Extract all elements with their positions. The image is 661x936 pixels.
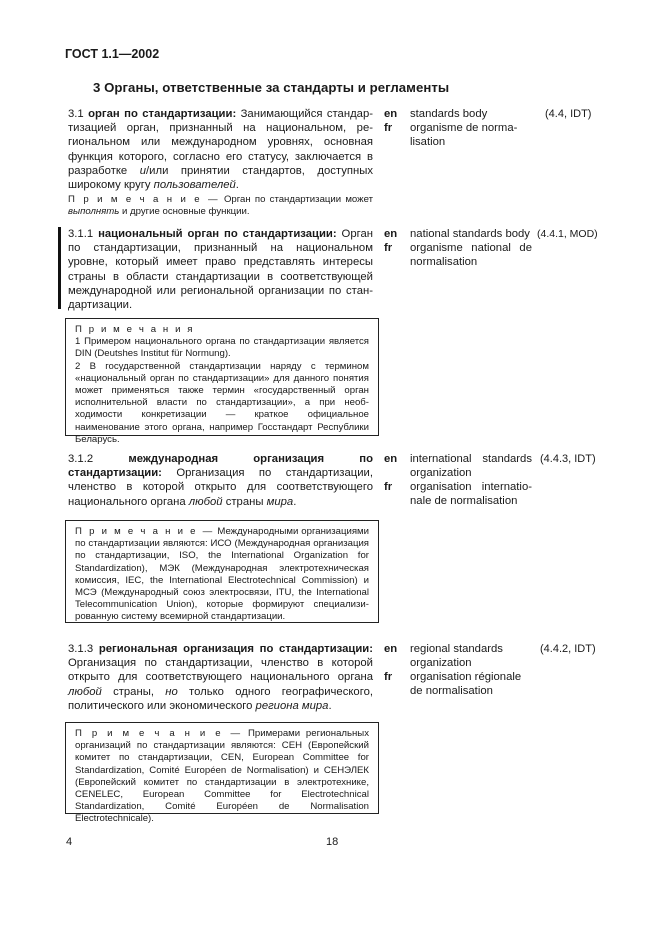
term-definition-italic: но	[165, 685, 178, 698]
note-text: Орган по стандартизации может	[219, 194, 373, 205]
term-definition: Орган по стандартизации, признанный на национальном уровне, который имеет право представлять интересы страны в области стандартизации в соответствующей международной или региональной организации по стандартизации.	[68, 228, 374, 312]
note-item-1: 1 Примером национального органа по стандартизации является DIN (Deutshes Institut für Normung).	[75, 336, 369, 360]
fr-term: organisme national de normalisation	[410, 242, 532, 269]
term-name: региональная организация по стандартизации:	[98, 643, 373, 655]
standard-reference: (4.4, IDT)	[545, 108, 592, 120]
term-definition: .	[293, 495, 297, 508]
fr-term: organisation internationale de normalisation	[410, 481, 532, 508]
lang-en: en	[384, 228, 398, 240]
note-box-3-1-2	[65, 520, 379, 623]
term-definition: /или принятии стандартов, доступных широкому кругу	[68, 164, 373, 192]
lang-fr: fr	[384, 481, 393, 493]
revision-bar	[58, 227, 61, 309]
lang-en: en	[384, 453, 398, 465]
note-text-italic: выполнять	[68, 206, 120, 218]
lang-en: en	[384, 108, 398, 120]
term-entry-3-1-3	[68, 642, 373, 713]
section-title: 3 Органы, ответственные за стандарты и регламенты	[93, 80, 450, 95]
term-definition: Организация по стандартизации, членство в которой открыто для соответствующего национального органа	[68, 657, 373, 684]
term-definition: страны	[222, 495, 267, 508]
term-number: 3.1.3	[68, 643, 94, 655]
term-name: орган по стандартизации:	[88, 108, 237, 120]
lang-fr: fr	[384, 671, 393, 683]
note-box-3-1-3	[65, 722, 379, 825]
term-entry-3-1-1	[68, 227, 373, 312]
term-definition-italic: любой	[188, 495, 223, 508]
en-term: standards body	[410, 108, 488, 120]
note-item-2: 2 В государственной стандартизации наряду с термином «национальный орган по стандартизации» для данного понятия может применяться также термин «государственный орган исполнительной власти по стандартизации», а при необходимости конкретизации — краткое официальное наименование этого органа, например Госстандарт Республики Беларусь.	[75, 360, 369, 445]
term-definition: только одного географического, политического или экономического	[68, 685, 373, 712]
term-definition-italic: любой	[68, 685, 102, 698]
note-label: П р и м е ч а н и е —	[75, 728, 243, 739]
term-definition: .	[235, 179, 239, 192]
lang-fr: fr	[384, 242, 393, 254]
note-text: Международными организациями по стандартизации являются: ИСО (Международная организация по стандартизации, ISO, the International Organization for Standardization), МЭК (Международная электротехническая комиссия, IEC, the International Electrotechnical Commission) и МСЭ (Международный союз электросвязи, ITU, the International Telecommunication Union), которые формируют специализированную систему всемирной стандартизации.	[75, 526, 369, 623]
en-term: international standards organization	[410, 453, 532, 480]
standard-reference: (4.4.3, IDT)	[540, 453, 596, 465]
document-header: ГОСТ 1.1—2002	[65, 47, 160, 61]
term-number: 3.1	[68, 108, 84, 120]
term-definition-italic: пользователей	[153, 179, 236, 192]
term-number: 3.1.1	[68, 228, 94, 240]
fr-term: organisme de normalisation	[410, 122, 518, 149]
page-number-left: 4	[66, 836, 73, 848]
term-entry-3-1	[68, 107, 373, 192]
lang-en: en	[384, 643, 398, 655]
en-term: regional standards organization	[410, 643, 503, 670]
term-definition-italic: региона мира	[255, 699, 329, 712]
term-definition: Занимающийся стандартизацией орган, признанный на национальном, региональном или международном уровнях, основная функция которого, согласно его статусу, заключается в разработке	[68, 108, 374, 177]
standard-reference: (4.4.2, IDT)	[540, 643, 596, 655]
note-box-3-1-1	[65, 318, 379, 445]
note-label: П р и м е ч а н и е —	[75, 526, 215, 537]
note-label: П р и м е ч а н и е —	[68, 194, 220, 205]
standard-reference: (4.4.1, MOD)	[537, 228, 598, 240]
note-heading: П р и м е ч а н и я	[75, 324, 195, 335]
term-definition: страны,	[101, 685, 166, 698]
en-term: national standards body	[410, 228, 530, 240]
term-definition-italic: мира	[266, 495, 294, 508]
term-name: международная организация по стандартизации:	[68, 453, 374, 480]
note-text: Примерами региональных организаций по стандартизации являются: CEH (Европейский комитет по стандартизации, CEN, European Committee for Standardization, Comité Européen de Normalisation) и CEHЭЛЕК (Европейский комитет по стандартизации в электротехнике, CENELEC, European Committee for Electrotechnical Standardization, Comité Européen de Normalisation Electrotechnicale).	[75, 728, 369, 825]
term-definition: .	[328, 699, 332, 712]
note-text: и другие основные функции.	[119, 206, 250, 218]
term-entry-3-1-2	[68, 452, 373, 509]
page-number-center: 18	[326, 836, 339, 848]
term-definition-italic: и	[139, 164, 147, 177]
term-definition: Организация по стандартизации, членство в которой открыто для соответствующего национального органа	[68, 467, 373, 508]
lang-fr: fr	[384, 122, 393, 134]
term-number: 3.1.2	[68, 453, 94, 465]
note-3-1	[68, 194, 373, 219]
fr-term: organisation régionale de normalisation	[410, 671, 522, 698]
term-name: национальный орган по стандартизации:	[98, 228, 337, 240]
